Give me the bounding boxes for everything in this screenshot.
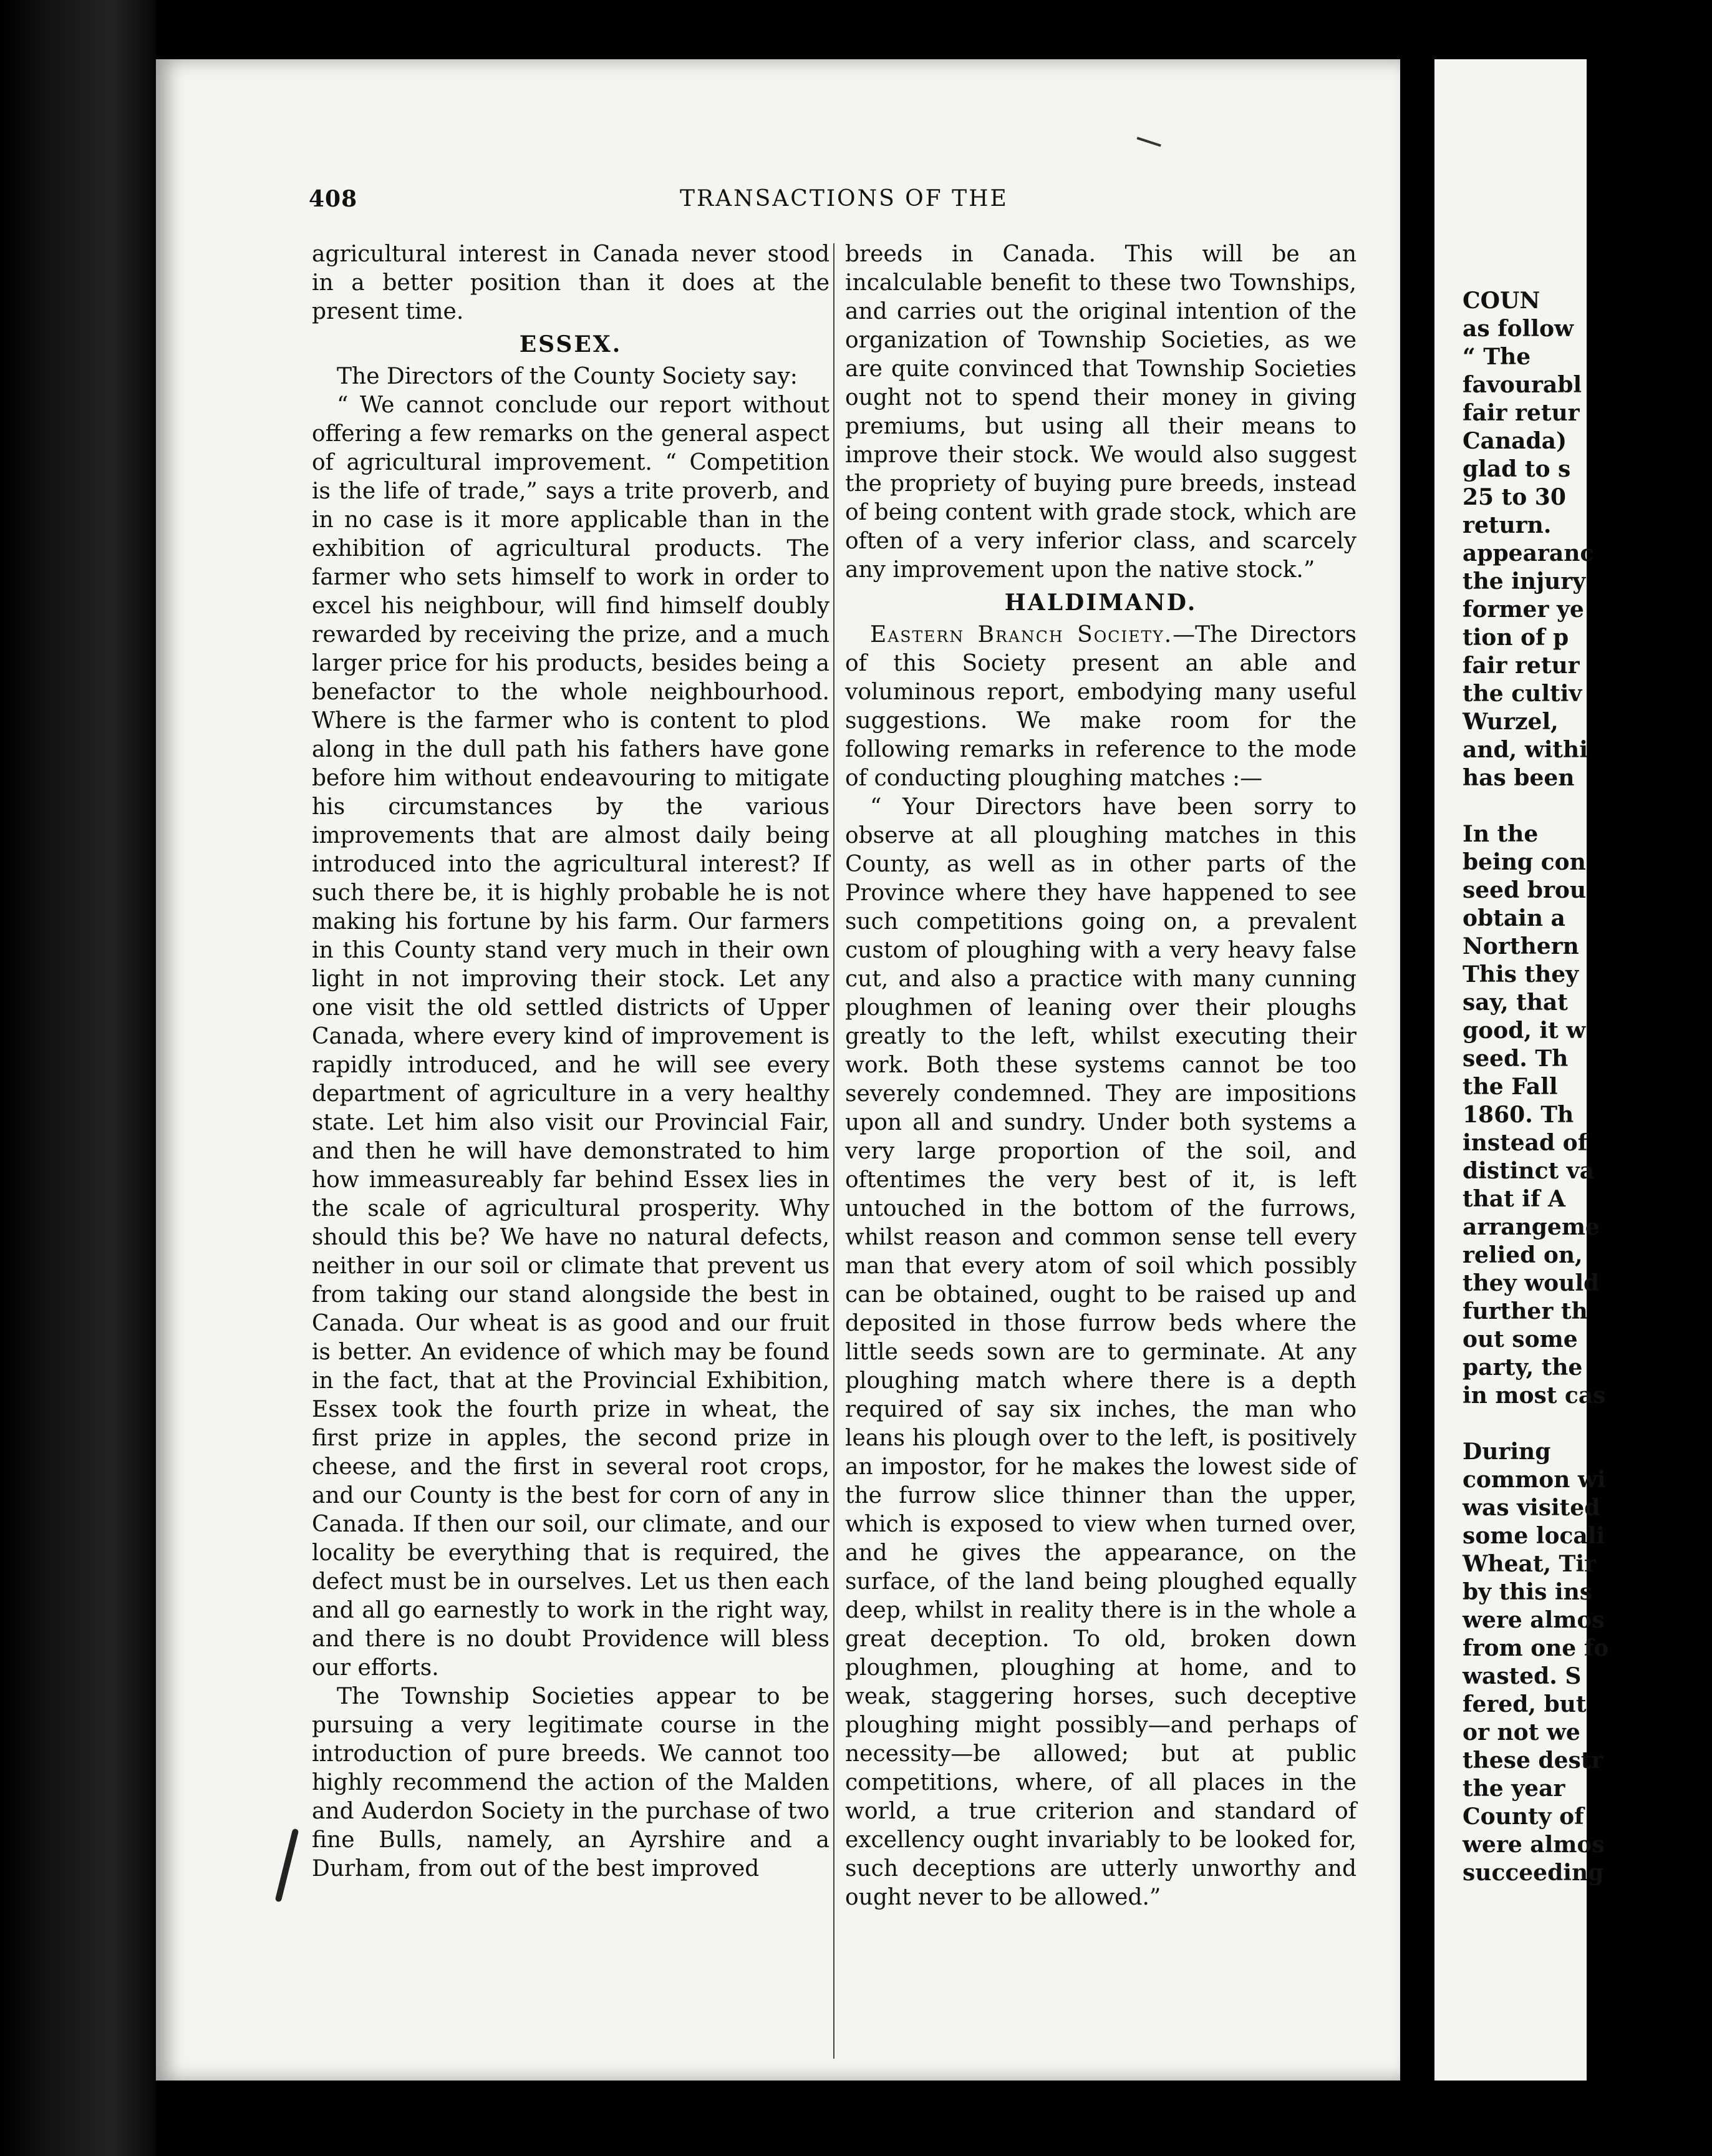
section-heading-essex: ESSEX. (519, 331, 622, 357)
next-page-text-fragment: COUN as follow “ The favourabl fair retur Canada) glad to s 25 to 30 return. appearanc the injury former ye tion of p fair retur the cultiv Wurzel, and, withi has been In the being con seed brou obtain a Northern This they say, that good, it w seed. Th the Fall 1860. Th instead of distinct va that if A arrangeme relied on, they would further th out some party, the in most cas During common wi was visited some locali Wheat, Tir by this ins were almos from one fo wasted. S fered, but or not we these destr the year County of were almos succeeding (1463, 288, 1609, 1886)
branch-label: Eastern Branch Society. (870, 622, 1173, 648)
branch-paragraph (845, 621, 1357, 793)
section-heading-haldimand: HALDIMAND. (1004, 590, 1197, 616)
township-paragraph: The Township Societies appear to be pursuing a very legitimate course in the introduction of pure breeds. We cannot too highly recommend the action of the Malden and Auderdon Society in the purchase of two fine Bulls, namely, an Ayrshire and a Durham, from out of the best improved (312, 1684, 829, 1882)
branch-text: —The Directors of this Society present an able and voluminous report, embodying many useful suggestions. We make room for the following remarks in reference to the mode of conducting ploughing matches :— (845, 622, 1357, 791)
breeds-paragraph: breeds in Canada. This will be an incalculable benefit to these two Townships, and carries out the original intention of the organization of Township Societies, as we are quite convinced that Township Societies ought not to spend their money in giving premiums, but using all their means to improve their stock. We would also suggest the propriety of buying pure breeds, instead of being content with grade stock, which are often of a very inferior class, and scarcely any improvement upon the native stock.” (845, 241, 1357, 583)
page-number: 408 (309, 186, 358, 212)
column-divider (833, 243, 834, 2059)
running-head: TRANSACTIONS OF THE (680, 186, 1008, 211)
directors-paragraph: The Directors of the County Society say: (337, 364, 798, 389)
left-column (312, 240, 829, 1883)
essex-quote-paragraph: “ We cannot conclude our report without offering a few remarks on the general aspect of agricultural improvement. “ Competition is the life of trade,” says a trite proverb, and in no case is it more applicable than in the exhibition of agricultural products. The farmer who sets himself to work in order to excel his neighbour, will find himself doubly rewarded by receiving the prize, and a much larger price for his products, besides being a benefactor to the whole neighbourhood. Where is the farmer who is content to plod along in the dull path his fathers have gone before him without endeavouring to mitigate his circumstances by the various improvements that are almost daily being introduced into the agricultural interest? If such there be, it is highly probable he is not making his fortune by his farm. Our farmers in this County stand very much in their own light in not improving their stock. Let any one visit the old settled districts of Upper Canada, where every kind of improvement is rapidly introduced, and he will see every department of agriculture in a very healthy state. Let him also visit our Provincial Fair, and then he will have demonstrated to him how immeasureably far behind Essex lies in the scale of agricultural prosperity. Why should this be? We have no natural defects, neither in our soil or climate that prevent us from taking our stand alongside the best in Canada. Our wheat is as good and our fruit is better. An evidence of which may be found in the fact, that at the Provincial Exhibition, Essex took the fourth prize in wheat, the first prize in apples, the second prize in cheese, and the first in several root crops, and our County is the best for corn of any in Canada. If then our soil, our climate, and our locality be everything that is required, the defect must be in ourselves. Let us then each and all go earnestly to work in the right way, and there is no doubt Providence will bless our efforts. (312, 392, 829, 1681)
intro-paragraph: agricultural interest in Canada never stood in a better position than it does at the present time. (312, 241, 829, 324)
book-binding-shadow (0, 0, 156, 2156)
right-column (845, 240, 1357, 1912)
page-gutter (1400, 0, 1434, 2156)
ploughing-paragraph: “ Your Directors have been sorry to observe at all ploughing matches in this County, as well as in other parts of the Province where they have happened to see such competitions going on, a prevalent custom of ploughing with a very heavy false cut, and also a practice with many cunning ploughmen of leaning over their ploughs greatly to the left, whilst executing their work. Both these systems cannot be too severely condemned. They are impositions upon all and sundry. Under both systems a very large proportion of the soil, and oftentimes the very best of it, is left untouched in the bottom of the furrows, whilst reason and common sense tell every man that every atom of soil which possibly can be obtained, ought to be raised up and deposited in those furrow beds where the little seeds sown are to germinate. At any ploughing match where there is a depth required of say six inches, the man who leans his plough over to the left, is positively an impostor, for he makes the lowest side of the furrow slice thinner than the upper, which is exposed to view when turned over, and he gives the appearance, on the surface, of the land being ploughed equally deep, whilst in reality there is in the whole a great deception. To old, broken down ploughmen, ploughing at home, and to weak, staggering horses, such deceptive ploughing might possibly—and perhaps of necessity—be allowed; but at public competitions, where, of all places in the world, a true criterion and standard of excellency ought invariably to be looked for, such deceptions are utterly unworthy and ought never to be allowed.” (845, 794, 1357, 1910)
